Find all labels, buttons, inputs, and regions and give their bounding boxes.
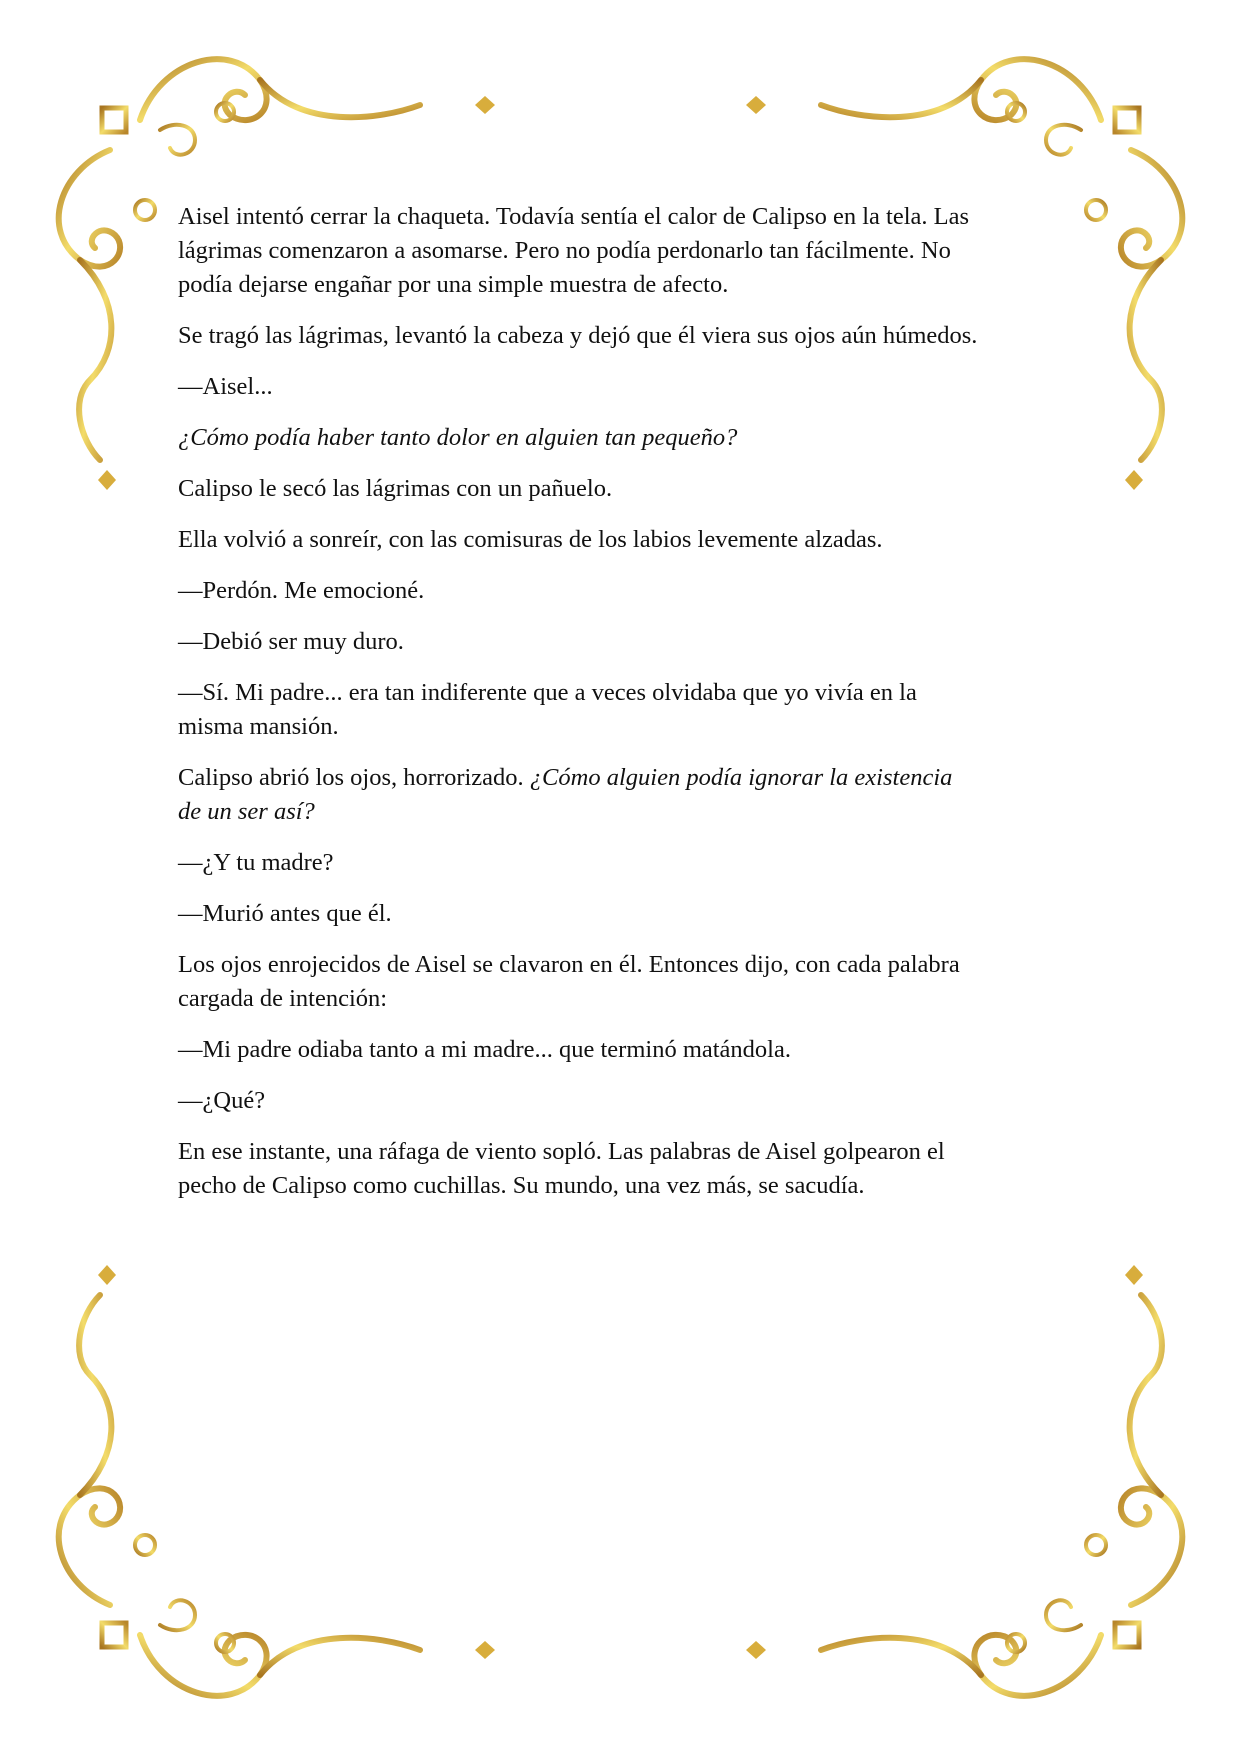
paragraph (178, 200, 1078, 302)
text-segment: —Aisel... (178, 373, 273, 400)
text-line (178, 897, 1078, 931)
text-segment: Aisel intentó cerrar la chaqueta. Todavía sentía el calor de Calipso en la tela. Las (178, 203, 970, 230)
text-segment: misma mansión. (178, 713, 339, 740)
paragraph (178, 1084, 1078, 1118)
paragraph (178, 625, 1078, 659)
paragraph (178, 319, 1078, 353)
paragraph (178, 1033, 1078, 1067)
paragraph (178, 523, 1078, 557)
text-segment: —Sí. Mi padre... era tan indiferente que a veces olvidaba que yo vivía en la (178, 679, 917, 706)
paragraph (178, 948, 1078, 1016)
paragraph (178, 472, 1078, 506)
text-line (178, 200, 1078, 234)
corner-ornament-bottom-left (59, 1265, 495, 1696)
text-line (178, 846, 1078, 880)
italic-text: ¿Cómo podía haber tanto dolor en alguien tan pequeño? (178, 424, 738, 451)
paragraph (178, 574, 1078, 608)
text-segment: —Mi padre odiaba tanto a mi madre... que terminó matándola. (178, 1036, 791, 1063)
text-segment: lágrimas comenzaron a asomarse. Pero no podía perdonarlo tan fácilmente. No (178, 237, 951, 264)
text-line (178, 625, 1078, 659)
text-line (178, 523, 1078, 557)
italic-text: ¿Cómo alguien podía ignorar la existencia (529, 764, 953, 791)
paragraph (178, 897, 1078, 931)
paragraph (178, 676, 1078, 744)
text-line (178, 948, 1078, 982)
text-segment: pecho de Calipso como cuchillas. Su mundo, una vez más, se sacudía. (178, 1172, 865, 1199)
text-segment: —¿Qué? (178, 1087, 266, 1114)
text-segment: Calipso abrió los ojos, horrorizado. (178, 764, 530, 791)
text-line (178, 676, 1078, 710)
text-line (178, 710, 1078, 744)
text-segment: Se tragó las lágrimas, levantó la cabeza y dejó que él viera sus ojos aún húmedos. (178, 322, 978, 349)
story-text (178, 200, 1078, 1220)
text-line (178, 1033, 1078, 1067)
text-line (178, 761, 1078, 795)
text-line (178, 421, 1078, 455)
text-segment: —Murió antes que él. (178, 900, 392, 927)
text-segment: Calipso le secó las lágrimas con un pañuelo. (178, 475, 613, 502)
text-line (178, 234, 1078, 268)
paragraph (178, 846, 1078, 880)
text-segment: cargada de intención: (178, 985, 388, 1012)
text-segment: —Debió ser muy duro. (178, 628, 404, 655)
paragraph (178, 421, 1078, 455)
text-segment: —¿Y tu madre? (178, 849, 334, 876)
text-line (178, 319, 1078, 353)
italic-text: de un ser así? (178, 798, 315, 825)
text-line (178, 472, 1078, 506)
text-segment: Los ojos enrojecidos de Aisel se clavaron en él. Entonces dijo, con cada palabra (178, 951, 960, 978)
text-segment: En ese instante, una ráfaga de viento sopló. Las palabras de Aisel golpearon el (178, 1138, 945, 1165)
text-segment: podía dejarse engañar por una simple muestra de afecto. (178, 271, 729, 298)
text-line (178, 982, 1078, 1016)
text-line (178, 268, 1078, 302)
text-segment: Ella volvió a sonreír, con las comisuras de los labios levemente alzadas. (178, 526, 883, 553)
paragraph (178, 370, 1078, 404)
text-line (178, 1169, 1078, 1203)
text-line (178, 574, 1078, 608)
text-line (178, 370, 1078, 404)
text-segment: —Perdón. Me emocioné. (178, 577, 425, 604)
paragraph (178, 761, 1078, 829)
text-line (178, 1135, 1078, 1169)
corner-ornament-bottom-right (746, 1265, 1182, 1696)
text-line (178, 1084, 1078, 1118)
text-line (178, 795, 1078, 829)
paragraph (178, 1135, 1078, 1203)
